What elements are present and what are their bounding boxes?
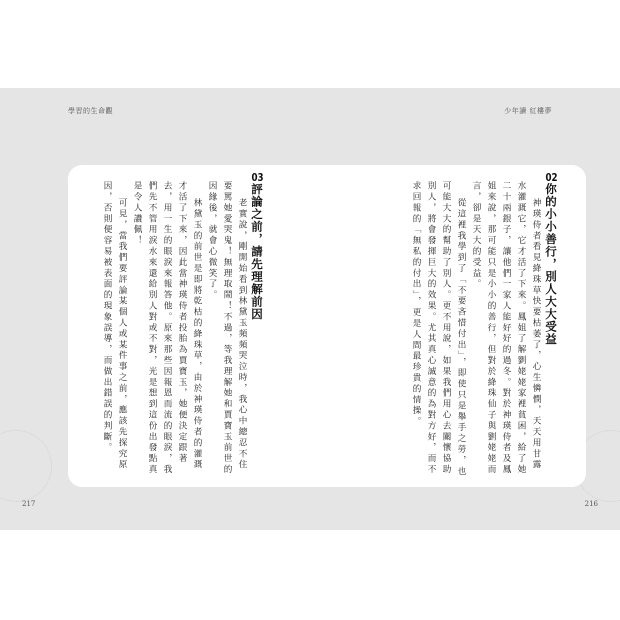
page-number-left: 217 xyxy=(22,500,36,508)
running-header-left: 學習的生命觀 xyxy=(68,107,113,115)
section-03-paragraph-2: 林黛玉的前世是即將乾枯的絳珠草，由於神瑛侍者的灌溉才活了下來，因此當神瑛侍者投胎為賈寶玉，她便決定跟著去，用一生的眼淚來報答他。原來那些因報恩而流的眼淚，我們先不管用淚水來還給別人對或不對，光是想到這份出發點真是令人讚佩！ xyxy=(132,181,202,476)
running-header-right: 少年讀 紅樓夢 xyxy=(504,107,552,115)
section-02-paragraph-1: 神瑛侍者看見絳珠草快要枯萎了，心生憐憫，天天用甘露水灌溉它，它才活了下來。鳳姐了解劉姥姥家裡貧困，給了她二十兩銀子，讓他們一家人能好好的過冬。對於神瑛侍者及鳳姐來說，那可能只是小小的善行，但對於絳珠仙子與劉姥姥而言，卻是天大的受益。 xyxy=(471,181,541,476)
section-02-body xyxy=(408,181,543,481)
section-02-title: 你的小小善行，別人大大受益 xyxy=(544,183,558,346)
section-03-heading xyxy=(250,172,264,472)
section-02-number: 02 xyxy=(545,172,558,183)
section-03-number: 03 xyxy=(251,172,264,183)
section-03-paragraph-1: 老實說，剛開始看到林黛玉頻頻哭泣時，我心中總忍不住要罵她愛哭鬼！無理取鬧！不過，等我理解她和賈寶玉前世的因緣後，就會心微笑了。 xyxy=(207,181,247,476)
section-02-heading xyxy=(544,172,558,472)
section-03-body xyxy=(99,181,249,481)
section-02-paragraph-2: 從這裡我學到了「不要吝惜付出」，即使只是舉手之勞，也可能大大的幫助了別人。更不用說，如果我們用心去關懷協助別人，將會發揮巨大的效果。尤其真心誠意的為對方好，而不求回報的「無私的付出」，更是人間最珍貴的情操。 xyxy=(411,181,466,478)
section-03-title: 評論之前，請先理解前因 xyxy=(250,183,264,321)
section-03-paragraph-3: 可見，當我們要評論某個人或某件事之前，應該先探究原因，否則便容易被表面的現象誤導，而做出錯誤的判斷。 xyxy=(102,181,127,471)
page-number-right: 216 xyxy=(584,500,598,508)
